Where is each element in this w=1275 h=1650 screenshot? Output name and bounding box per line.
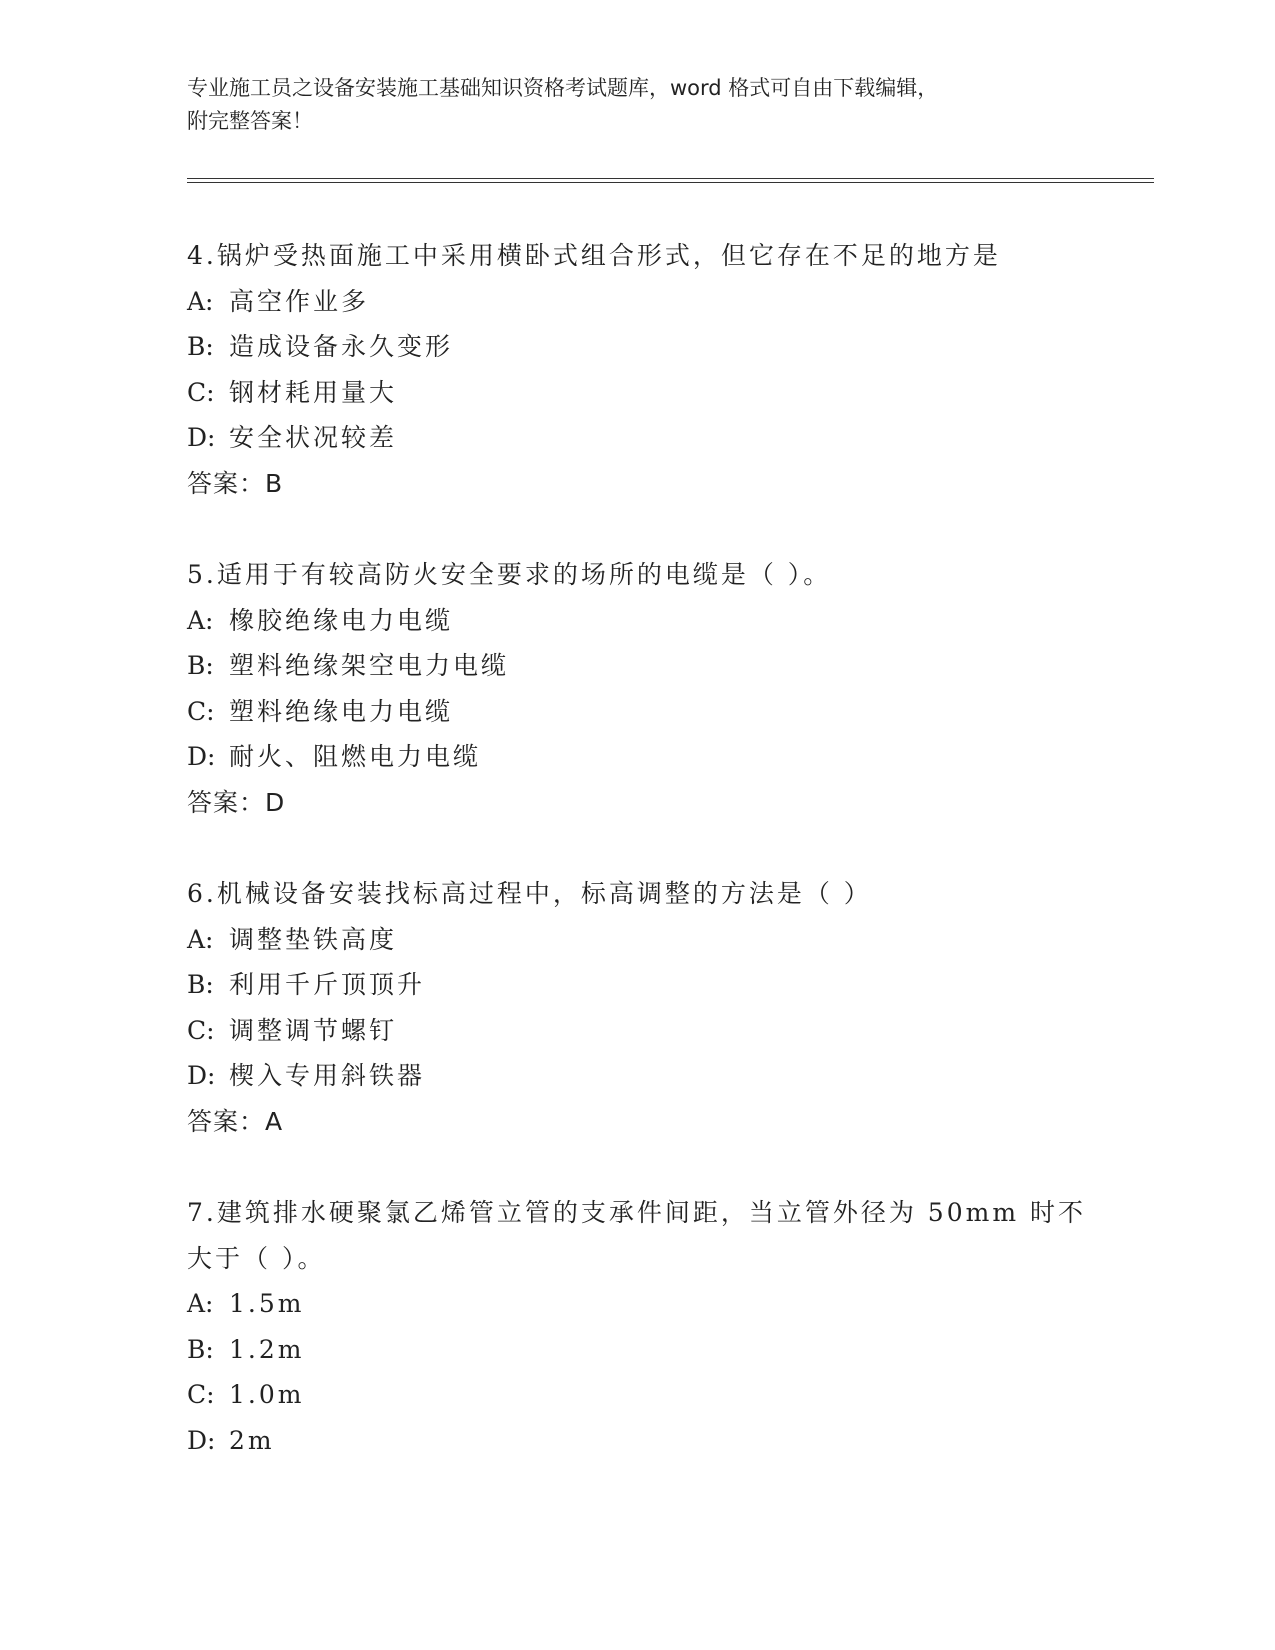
option-c <box>187 689 1087 735</box>
option-text: 橡胶绝缘电力电缆 <box>229 605 454 635</box>
option-c <box>187 1372 1087 1418</box>
option-text: 高空作业多 <box>229 286 370 316</box>
option-letter: D: <box>187 1425 216 1455</box>
question-7 <box>187 1190 1087 1464</box>
question-stem: 4.锅炉受热面施工中采用横卧式组合形式，但它存在不足的地方是 <box>187 241 1001 270</box>
answer-label: 答案：A <box>187 1106 284 1136</box>
question-stem-line-1: 7.建筑排水硬聚氯乙烯管立管的支承件间距，当立管外径为 50mm 时不 <box>187 1198 1086 1227</box>
option-text: 利用千斤顶顶升 <box>229 970 426 1000</box>
option-letter: D: <box>187 742 216 772</box>
answer-label: 答案：D <box>187 787 286 817</box>
header-line-1: 专业施工员之设备安装施工基础知识资格考试题库，word 格式可自由下载编辑， <box>187 76 939 100</box>
option-text: 1.2m <box>229 1334 305 1364</box>
option-a <box>187 598 1087 644</box>
option-b <box>187 643 1087 689</box>
header-divider-top <box>187 178 1154 179</box>
option-d <box>187 734 1087 780</box>
option-text: 1.0m <box>229 1380 305 1410</box>
option-b <box>187 324 1087 370</box>
option-text: 耐火、阻燃电力电缆 <box>229 742 482 772</box>
option-letter: C: <box>187 1015 215 1045</box>
answer-label: 答案：B <box>187 468 284 498</box>
option-c <box>187 370 1087 416</box>
option-text: 楔入专用斜铁器 <box>229 1061 426 1091</box>
option-d <box>187 415 1087 461</box>
question-stem: 6.机械设备安装找标高过程中，标高调整的方法是（ ） <box>187 879 872 908</box>
option-letter: B: <box>187 1334 214 1364</box>
option-c <box>187 1008 1087 1054</box>
option-text: 1.5m <box>229 1289 305 1319</box>
header-line-2: 附完整答案！ <box>187 109 313 133</box>
option-letter: C: <box>187 377 215 407</box>
option-text: 2m <box>229 1425 275 1455</box>
option-text: 造成设备永久变形 <box>229 332 454 362</box>
option-text: 塑料绝缘架空电力电缆 <box>229 651 510 681</box>
option-letter: A: <box>187 924 214 954</box>
option-letter: B: <box>187 970 214 1000</box>
option-a <box>187 917 1087 963</box>
header-divider-bottom <box>187 182 1154 183</box>
option-text: 调整调节螺钉 <box>229 1015 398 1045</box>
option-text: 钢材耗用量大 <box>229 377 398 407</box>
option-letter: A: <box>187 286 214 316</box>
option-letter: D: <box>187 1061 216 1091</box>
option-d <box>187 1053 1087 1099</box>
option-letter: D: <box>187 423 216 453</box>
option-b <box>187 962 1087 1008</box>
document-header <box>187 72 1067 138</box>
option-letter: C: <box>187 696 215 726</box>
option-d <box>187 1418 1087 1464</box>
question-stem-line-2: 大于（ ）。 <box>187 1243 326 1273</box>
option-letter: A: <box>187 1289 214 1319</box>
option-b <box>187 1327 1087 1373</box>
option-letter: B: <box>187 332 214 362</box>
option-a <box>187 279 1087 325</box>
option-a <box>187 1281 1087 1327</box>
option-text: 安全状况较差 <box>229 423 398 453</box>
question-5 <box>187 552 1087 826</box>
question-4 <box>187 233 1087 507</box>
option-text: 调整垫铁高度 <box>229 924 398 954</box>
question-6 <box>187 871 1087 1145</box>
option-text: 塑料绝缘电力电缆 <box>229 696 454 726</box>
option-letter: C: <box>187 1380 215 1410</box>
option-letter: B: <box>187 651 214 681</box>
question-stem: 5.适用于有较高防火安全要求的场所的电缆是（ ）。 <box>187 560 832 589</box>
option-letter: A: <box>187 605 214 635</box>
